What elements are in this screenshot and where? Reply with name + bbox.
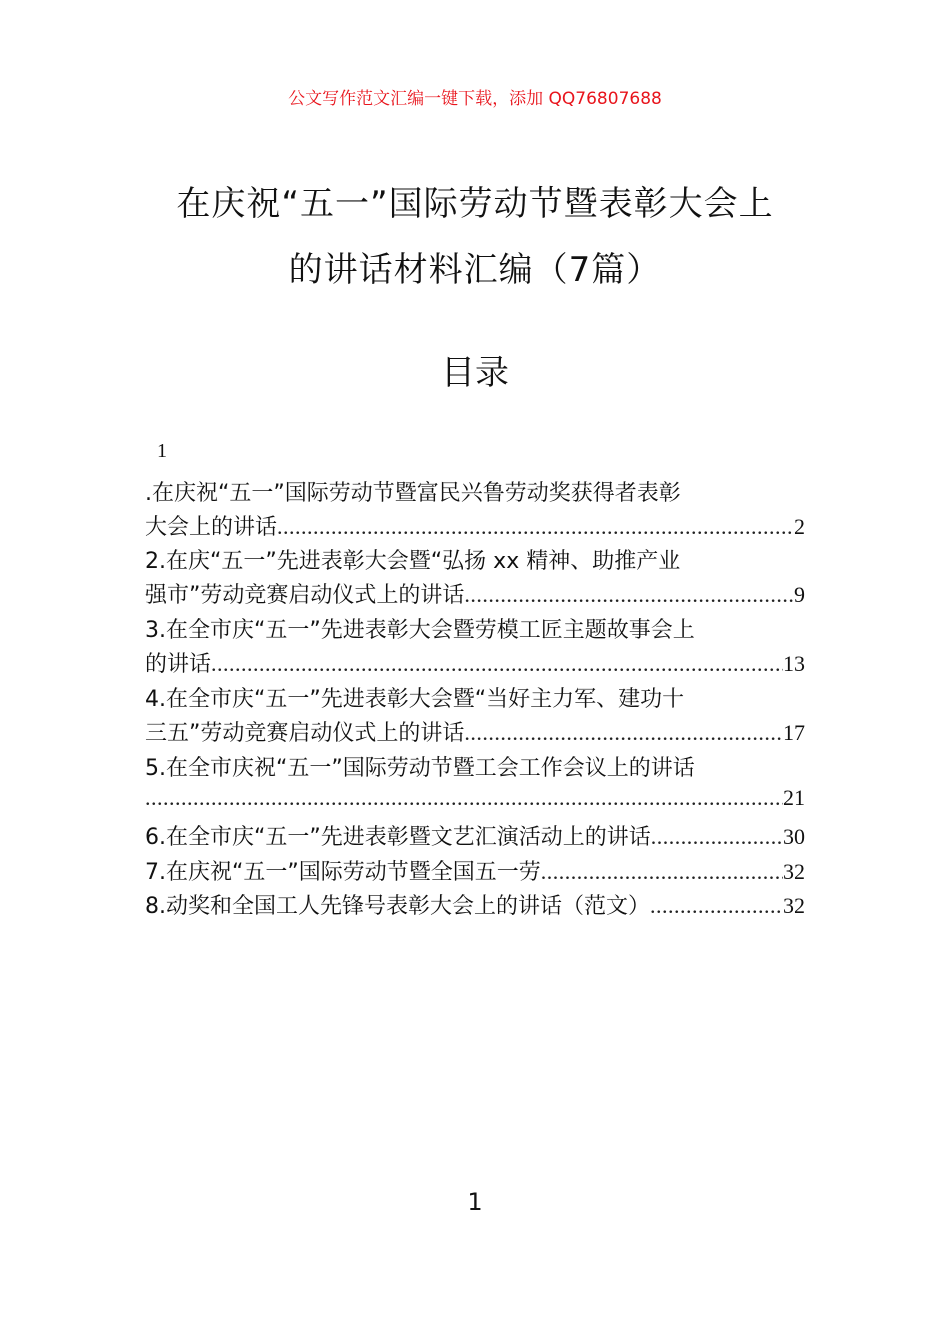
toc-heading: 目录 <box>441 353 509 393</box>
toc-first-number: 1 <box>157 440 167 462</box>
toc-page-number: 32 <box>783 893 805 918</box>
toc-page-number: 21 <box>783 785 805 810</box>
toc-entry-4-line-2[interactable]: 三五”劳动竞赛启动仪式上的讲话 ..... 17 <box>145 716 805 750</box>
promo-header-text: 公文写作范文汇编一键下载，添加 QQ76807688 <box>288 89 662 109</box>
toc-page-number: 2 <box>794 514 805 539</box>
toc-page-number: 30 <box>783 824 805 849</box>
toc-entry-8[interactable]: 8.动奖和全国工人先锋号表彰大会上的讲话（范文） ..... 32 <box>145 889 805 923</box>
toc-leader-dots <box>651 824 783 850</box>
toc-leader-dots <box>211 651 783 677</box>
toc-entry-3-line-2[interactable]: 的讲话 ..... 13 <box>145 647 805 681</box>
toc-leader-dots <box>464 582 794 608</box>
toc-entry-2-line-2[interactable]: 强市”劳动竞赛启动仪式上的讲话 ..... 9 <box>145 578 805 612</box>
toc-entry-5-line-2[interactable] <box>145 785 805 819</box>
document-title-line-2: 的讲话材料汇编（7篇） <box>288 250 662 290</box>
toc-leader-dots <box>650 893 783 919</box>
toc-page-number: 9 <box>794 582 805 607</box>
toc-page-number: 32 <box>783 859 805 884</box>
toc-entry-1-line-1[interactable]: .在庆祝“五一”国际劳动节暨富民兴鲁劳动奖获得者表彰 <box>145 481 681 506</box>
toc-entry-6[interactable]: 6.在全市庆“五一”先进表彰暨文艺汇演活动上的讲话 ..... 30 <box>145 820 805 854</box>
toc-page-number: 17 <box>783 720 805 745</box>
toc-entry-3-line-1[interactable]: 3.在全市庆“五一”先进表彰大会暨劳模工匠主题故事会上 <box>145 618 695 643</box>
toc-entry-7[interactable]: 7.在庆祝“五一”国际劳动节暨全国五一劳 ..... 32 <box>145 855 805 889</box>
toc-entry-4-line-1[interactable]: 4.在全市庆“五一”先进表彰大会暨“当好主力军、建功十 <box>145 687 685 712</box>
document-title-line-1: 在庆祝“五一”国际劳动节暨表彰大会上 <box>176 184 774 224</box>
toc-page-number: 13 <box>783 651 805 676</box>
toc-leader-dots <box>277 514 794 540</box>
toc-entry-5-line-1[interactable]: 5.在全市庆祝“五一”国际劳动节暨工会工作会议上的讲话 <box>145 756 695 781</box>
toc-entry-1-line-2[interactable]: 大会上的讲话 ..... 2 <box>145 510 805 544</box>
toc-leader-dots <box>464 720 783 746</box>
page-number: 1 <box>467 1188 483 1216</box>
toc-leader-dots <box>145 785 783 811</box>
toc-entry-2-line-1[interactable]: 2.在庆“五一”先进表彰大会暨“弘扬 xx 精神、助推产业 <box>145 549 681 574</box>
toc-leader-dots <box>541 859 783 885</box>
